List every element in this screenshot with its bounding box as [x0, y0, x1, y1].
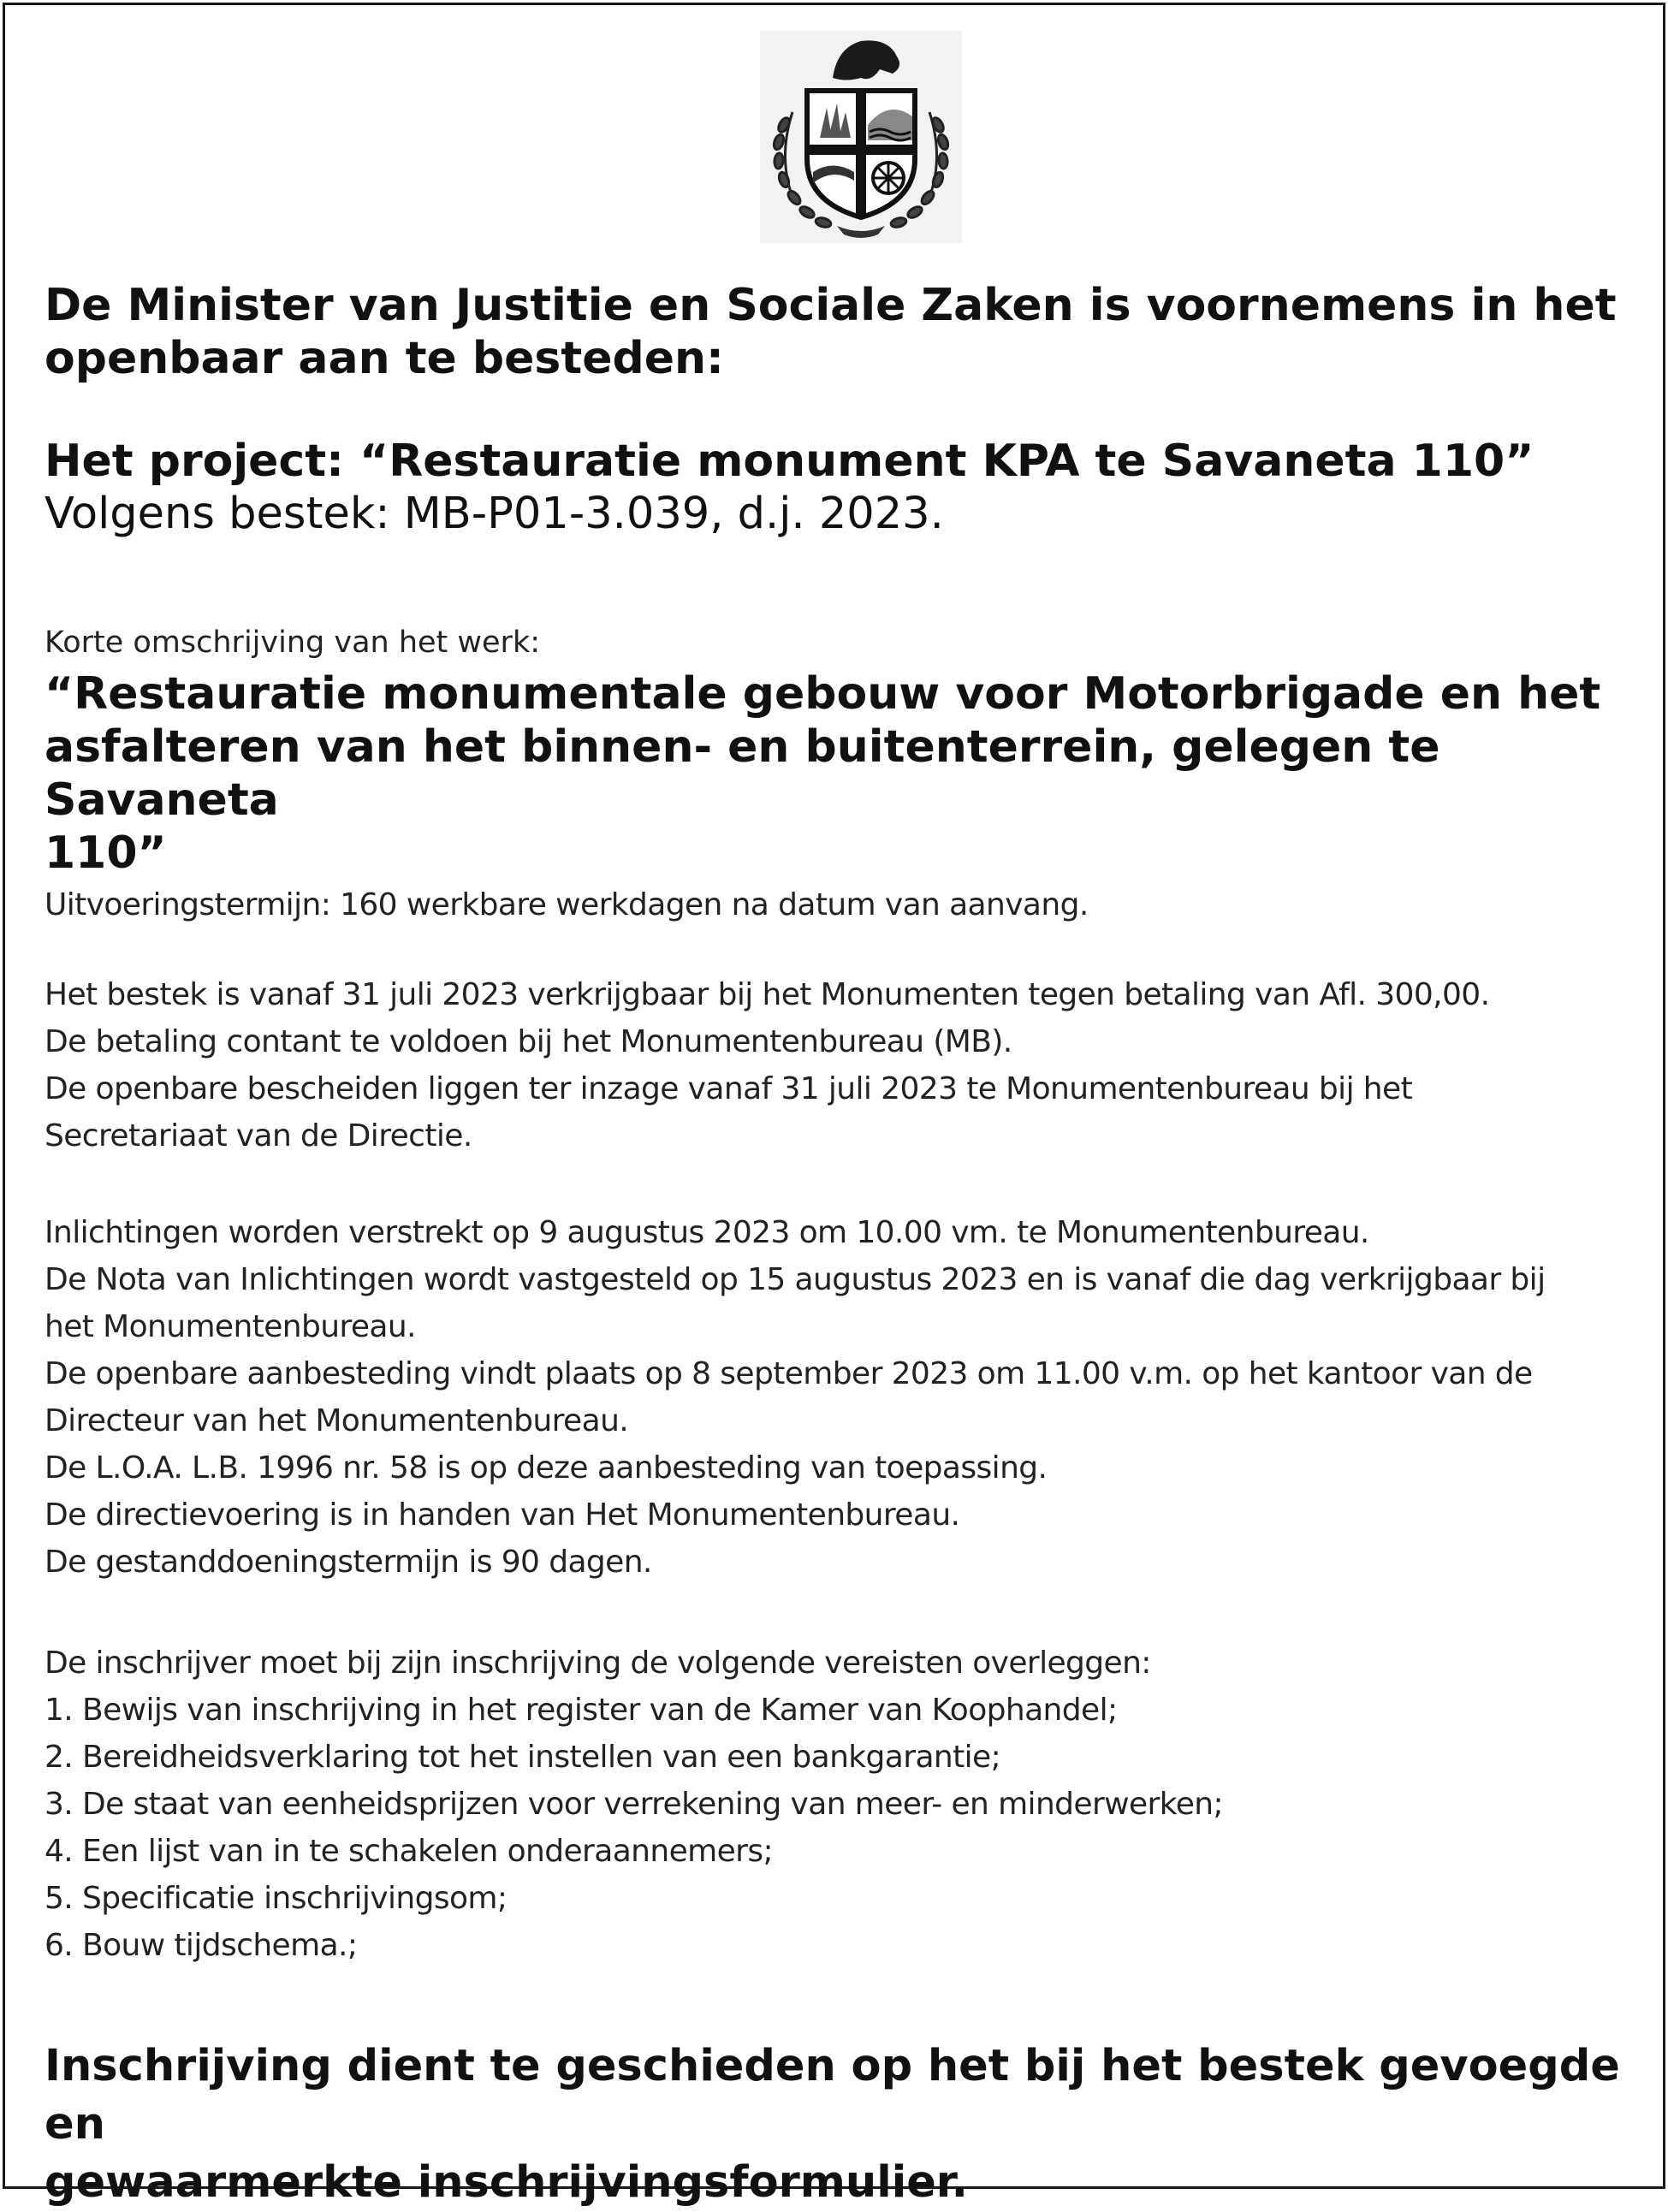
inlichtingen-line: De Nota van Inlichtingen wordt vastgesteld op 15 augustus 2023 en is vanaf die dag verkrijgbaar bij	[45, 1262, 1546, 1297]
footer-line-1: Inschrijving dient te geschieden op het bij het bestek gevoegde en	[45, 2041, 1620, 2150]
description-line-3: 110”	[45, 827, 167, 879]
coat-of-arms	[760, 31, 962, 243]
inlichtingen-section	[45, 1209, 1634, 1586]
inlichtingen-line: De openbare aanbesteding vindt plaats op 8 september 2023 om 11.00 v.m. op het kantoor van de	[45, 1356, 1533, 1391]
coat-of-arms-icon	[760, 31, 962, 243]
vereisten-item: 1. Bewijs van inschrijving in het register van de Kamer van Koophandel;	[45, 1693, 1118, 1728]
vereisten-item: 5. Specificatie inschrijvingsom;	[45, 1881, 508, 1916]
footer-line-2: gewaarmerkte inschrijvingsformulier.	[45, 2157, 969, 2208]
bestek-info-line: Secretariaat van de Directie.	[45, 1118, 472, 1153]
description-section	[45, 621, 1634, 880]
inlichtingen-line: De L.O.A. L.B. 1996 nr. 58 is op deze aanbesteding van toepassing.	[45, 1450, 1048, 1486]
project-title: Het project: “Restauratie monument KPA te Savaneta 110”	[45, 436, 1534, 487]
description-label: Korte omschrijving van het werk:	[45, 626, 541, 660]
project-bestek: Volgens bestek: MB-P01-3.039, d.j. 2023.	[45, 489, 944, 539]
vereisten-item: 6. Bouw tijdschema.;	[45, 1928, 358, 1963]
vereisten-section	[45, 1640, 1634, 1969]
bestek-info-line: De openbare bescheiden liggen ter inzage vanaf 31 juli 2023 te Monumentenbureau bij het	[45, 1071, 1413, 1106]
intro-line-1: De Minister van Justitie en Sociale Zaken is voornemens in het	[45, 280, 1617, 331]
inlichtingen-line: De gestanddoeningstermijn is 90 dagen.	[45, 1545, 652, 1580]
inlichtingen-line: Directeur van het Monumentenbureau.	[45, 1403, 629, 1438]
bestek-info-line: De betaling contant te voldoen bij het Monumentenbureau (MB).	[45, 1024, 1012, 1059]
intro-heading	[45, 279, 1634, 385]
description-line-1: “Restauratie monumentale gebouw voor Motorbrigade en het	[45, 668, 1601, 720]
footer-section	[45, 2037, 1634, 2212]
inlichtingen-line: Inlichtingen worden verstrekt op 9 augustus 2023 om 10.00 vm. te Monumentenbureau.	[45, 1215, 1369, 1250]
vereisten-item: 4. Een lijst van in te schakelen onderaannemers;	[45, 1834, 774, 1869]
vereisten-intro: De inschrijver moet bij zijn inschrijving de volgende vereisten overleggen:	[45, 1646, 1151, 1681]
termijn-text: Uitvoeringstermijn: 160 werkbare werkdagen na datum van aanvang.	[45, 887, 1089, 922]
intro-line-2: openbaar aan te besteden:	[45, 333, 724, 384]
bestek-info-section	[45, 971, 1634, 1159]
project-section	[45, 435, 1634, 541]
bestek-info-line: Het bestek is vanaf 31 juli 2023 verkrijgbaar bij het Monumenten tegen betaling van Afl. 300,00.	[45, 977, 1490, 1012]
vereisten-item: 2. Bereidheidsverklaring tot het instellen van een bankgarantie;	[45, 1740, 1001, 1775]
description-line-2: asfalteren van het binnen- en buitenterrein, gelegen te Savaneta	[45, 721, 1440, 826]
vereisten-item: 3. De staat van eenheidsprijzen voor verrekening van meer- en minderwerken;	[45, 1787, 1224, 1822]
inlichtingen-line: De directievoering is in handen van Het Monumentenbureau.	[45, 1497, 960, 1533]
termijn-section	[45, 881, 1634, 928]
inlichtingen-line: het Monumentenbureau.	[45, 1309, 416, 1344]
